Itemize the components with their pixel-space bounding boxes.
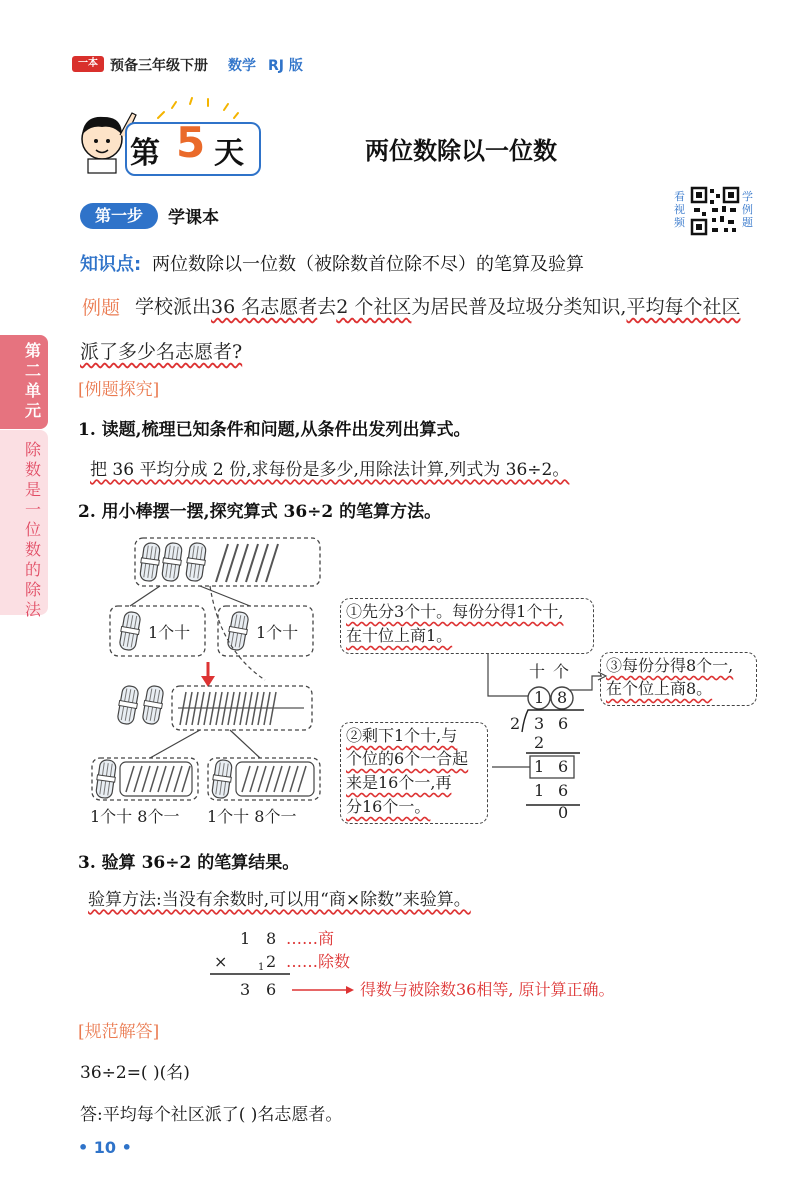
mult-bottom: 2 (266, 952, 277, 971)
note2-line1 (346, 724, 457, 748)
unit-label: 第二单元 (24, 341, 41, 420)
qr-left-caption: 看视频 (674, 190, 685, 229)
example-text: 学校派出 (135, 296, 212, 318)
note3-text: ③每份分得8个一, (606, 656, 734, 675)
note3-line2 (606, 677, 712, 701)
mult-top-ones: 8 (266, 929, 277, 948)
note1-line2 (346, 624, 452, 648)
division-step1: 2 (534, 733, 545, 752)
mult-result-tens: 3 (240, 980, 251, 999)
example-line-2 (80, 337, 242, 364)
note2-text: 来是16个一,再 (346, 773, 452, 792)
remainder-ones: 6 (558, 757, 569, 776)
sticks-label-right: 1个十 (256, 623, 299, 642)
sticks-result-right: 1个十 8个一 (207, 807, 297, 826)
step3-method-text: 验算方法:当没有余数时,可以用“商×除数”来验算。 (88, 890, 471, 910)
day-suffix: 天 (214, 136, 244, 171)
norm-tag: [规范解答] (78, 1022, 160, 1042)
given-volunteers: 36 名志愿者 (211, 296, 318, 318)
dividend-tens: 3 (534, 714, 545, 733)
final-equation[interactable]: 36÷2=( )(名) (80, 1063, 190, 1083)
step1-answer (90, 455, 569, 480)
example-text: 去 (317, 296, 337, 318)
quotient-ones: 8 (557, 688, 568, 707)
knowledge-text: 两位数除以一位数（被除数首位除不尽）的笔算及验算 (152, 254, 584, 275)
step3-method (88, 885, 471, 910)
example-text: 为居民普及垃圾分类知识, (411, 296, 627, 318)
note3-text: 在个位上商8。 (606, 679, 713, 698)
label-quotient: ……商 (286, 929, 335, 948)
brand-logo: 一本 (72, 56, 104, 72)
note2-text: 个位的6个一合起 (346, 749, 469, 768)
note1-text: ①先分3个十。每份分得1个十, (346, 602, 564, 621)
note2-line2 (346, 747, 468, 771)
step2-heading: 2. 用小棒摆一摆,探究算式 36÷2 的笔算方法。 (78, 502, 442, 522)
remainder-tens: 1 (534, 757, 545, 776)
step3-heading: 3. 验算 36÷2 的笔算结果。 (78, 853, 300, 873)
day-number: 5 (176, 118, 206, 167)
sticks-label-left: 1个十 (148, 623, 191, 642)
mult-top-tens: 1 (240, 929, 251, 948)
note1-text: 在十位上商1。 (346, 626, 453, 645)
qr-code-icon[interactable] (690, 186, 740, 236)
given-communities: 2 个社区 (336, 296, 412, 318)
page-number: • 10 • (78, 1138, 132, 1157)
sticks-result-left: 1个十 8个一 (90, 807, 180, 826)
qr-right-caption: 学例题 (742, 190, 753, 229)
final-answer[interactable]: 答:平均每个社区派了( )名志愿者。 (80, 1105, 343, 1125)
division-final: 0 (558, 803, 569, 822)
division-step2-ones: 6 (558, 781, 569, 800)
note2-text: ②剩下1个十,与 (346, 726, 458, 745)
example-line-1 (135, 292, 740, 319)
note2-line4 (346, 795, 430, 819)
note3-line1 (606, 654, 733, 678)
place-tens: 十 (529, 662, 546, 681)
question-phrase: 派了多少名志愿者? (80, 341, 243, 363)
step1-heading: 1. 读题,梳理已知条件和问题,从条件出发列出算式。 (78, 420, 471, 440)
grade-label: 预备三年级下册 (110, 58, 208, 74)
sticks-diagram (90, 530, 330, 830)
mult-sign: × (214, 952, 228, 971)
dividend-ones: 6 (558, 714, 569, 733)
subject-label: 数学 (228, 58, 256, 74)
mult-carry: 1 (258, 962, 265, 973)
day-prefix: 第 (130, 136, 160, 171)
note2-text: 分16个一。 (346, 797, 431, 816)
verification-conclusion: 得数与被除数36相等, 原计算正确。 (360, 980, 615, 999)
place-ones: 个 (553, 662, 570, 681)
edition-label: RJ 版 (268, 58, 303, 74)
division-step2-tens: 1 (534, 781, 545, 800)
unit-title: 除数是一位数的除法 (24, 440, 41, 619)
quotient-tens: 1 (534, 688, 545, 707)
question-phrase: 平均每个社区 (626, 296, 741, 318)
label-divisor: ……除数 (286, 952, 351, 971)
step-title: 学课本 (168, 208, 219, 228)
step-pill: 第一步 (80, 203, 158, 229)
example-label: 例题 (82, 297, 121, 319)
mult-result-ones: 6 (266, 980, 277, 999)
step1-answer-text: 把 36 平均分成 2 份,求每份是多少,用除法计算,列式为 36÷2。 (90, 460, 570, 480)
lesson-title: 两位数除以一位数 (365, 137, 557, 165)
note1-line1 (346, 600, 563, 624)
divisor: 2 (510, 714, 521, 733)
knowledge-label: 知识点: (80, 254, 142, 275)
note2-line3 (346, 771, 451, 795)
explore-tag: [例题探究] (78, 380, 160, 400)
